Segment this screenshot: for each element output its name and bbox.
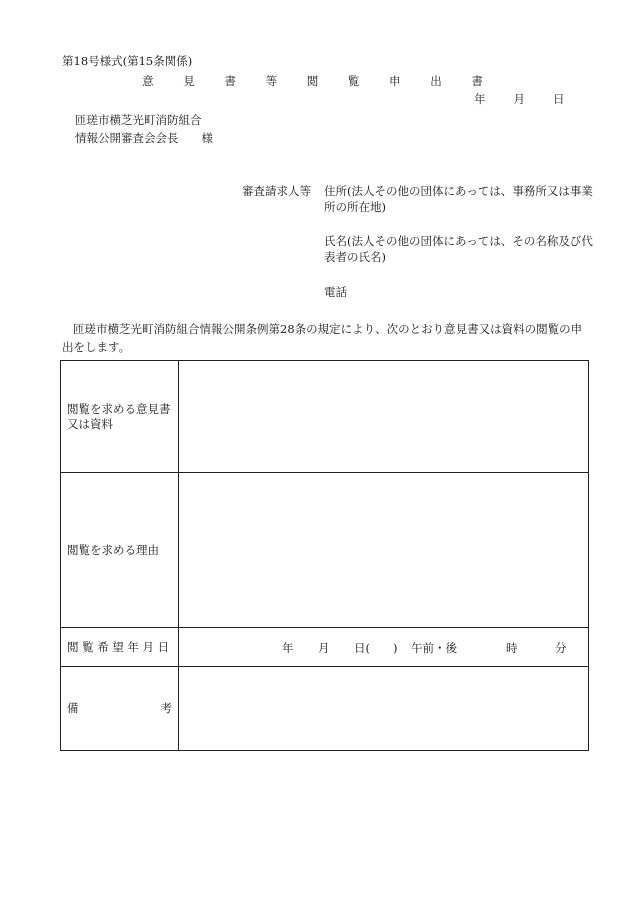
desired-date-input[interactable] — [179, 628, 589, 667]
document-title: 意 見 書 等 閲 覧 申 出 書 — [142, 74, 496, 88]
table-row — [61, 473, 589, 628]
table-row — [61, 667, 589, 751]
desired-month-label: 月 — [318, 641, 330, 655]
requester-address-field[interactable]: 住所(法人その他の団体にあっては、事務所又は事業所の所在地) — [324, 184, 593, 214]
desired-hour-label: 時 — [506, 641, 518, 655]
remarks-label-b: 考 — [160, 701, 172, 715]
requester-name-field[interactable]: 氏名(法人その他の団体にあっては、その名称及び代表者の氏名) — [324, 234, 593, 264]
request-form-table — [60, 360, 589, 751]
desired-minute-label: 分 — [555, 641, 567, 655]
requester-label: 審査請求人等 — [242, 184, 311, 198]
table-row — [61, 361, 589, 473]
remarks-label-a: 備 — [67, 701, 79, 715]
addressee-title: 情報公開審査会会長 様 — [75, 131, 213, 145]
documents-label: 閲覧を求める意見書又は資料 — [61, 361, 179, 473]
request-statement: 匝瑳市横芝光町消防組合情報公開条例第28条の規定により、次のとおり意見書又は資料の閲覧の申出をします。 — [62, 322, 583, 354]
reason-label: 閲覧を求める理由 — [61, 473, 179, 628]
documents-input[interactable] — [179, 361, 589, 473]
addressee-organization: 匝瑳市横芝光町消防組合 — [75, 113, 202, 127]
date-year-label: 年 — [474, 92, 486, 106]
requester-phone-field[interactable]: 電話 — [324, 285, 347, 299]
desired-date-label: 閲覧希望年月日 — [61, 628, 179, 667]
date-day-label: 日 — [553, 92, 565, 106]
desired-year-label: 年 — [282, 641, 294, 655]
reason-input[interactable] — [179, 473, 589, 628]
remarks-label — [61, 667, 179, 751]
form-number: 第18号様式(第15条関係) — [62, 54, 193, 68]
submission-date — [474, 91, 565, 107]
date-month-label: 月 — [513, 92, 525, 106]
remarks-input[interactable] — [179, 667, 589, 751]
table-row — [61, 628, 589, 667]
desired-day-label: 日( ) — [354, 641, 398, 655]
desired-ampm-label: 午前・後 — [411, 641, 457, 655]
